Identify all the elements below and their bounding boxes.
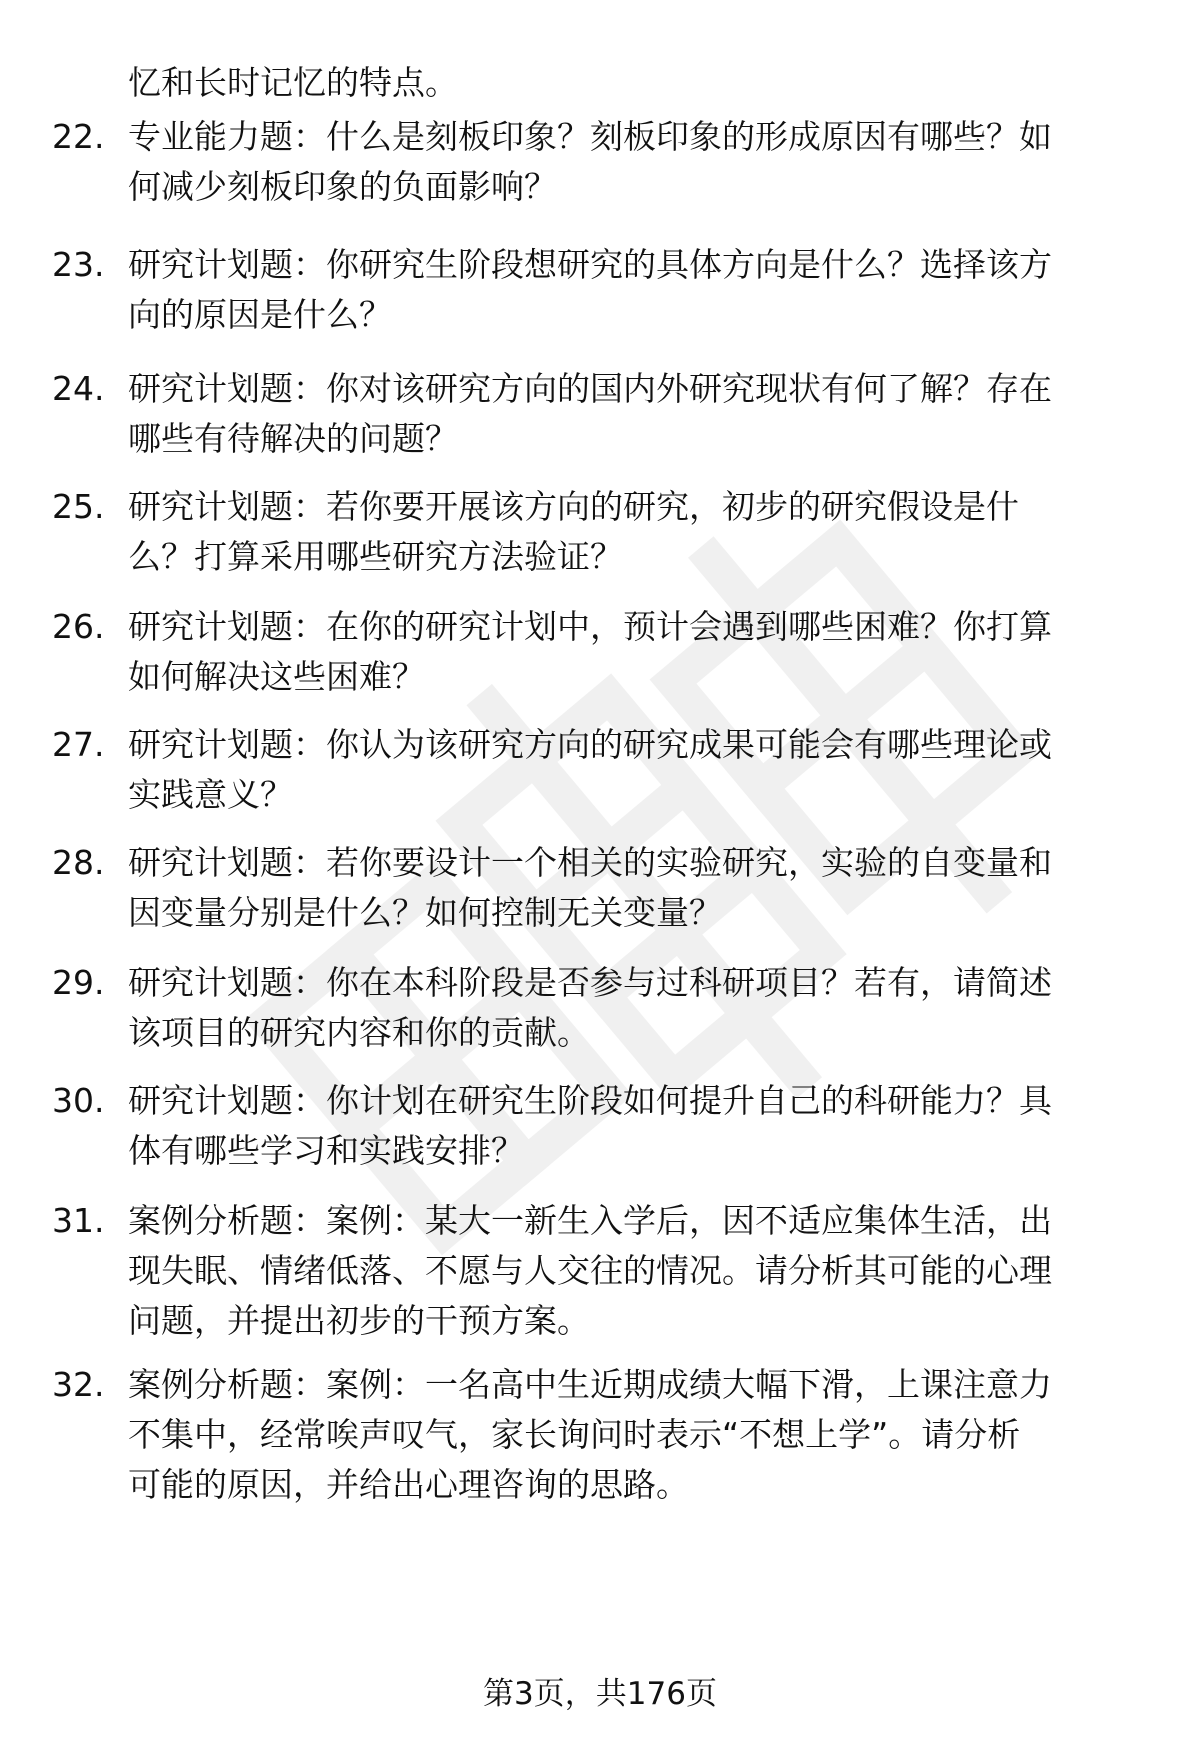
question-text-line: 研究计划题：你认为该研究方向的研究成果可能会有哪些理论或 (128, 725, 1052, 764)
question-text-line: 哪些有待解决的问题？ (128, 419, 458, 458)
question-text (128, 112, 1133, 212)
question-text-line: 么？打算采用哪些研究方法验证？ (128, 537, 623, 576)
question-text-line: 研究计划题：你在本科阶段是否参与过科研项目？若有，请简述 (128, 963, 1052, 1002)
question-text (128, 1196, 1133, 1346)
question-text (128, 602, 1133, 702)
question-text (128, 1076, 1133, 1176)
question-number: 22. (52, 117, 105, 156)
question-text-line: 向的原因是什么？ (128, 295, 392, 334)
question-text-line: 何减少刻板印象的负面影响？ (128, 167, 557, 206)
question-text (128, 838, 1133, 938)
question-text-line: 案例分析题：案例：一名高中生近期成绩大幅下滑，上课注意力 (128, 1365, 1052, 1404)
question-number: 28. (52, 843, 105, 882)
question-text-line: 实践意义？ (128, 775, 293, 814)
question-text (128, 364, 1133, 464)
page-number-footer: 第3页，共176页 (483, 1676, 717, 1712)
question-number: 23. (52, 245, 105, 284)
question-text-line: 可能的原因，并给出心理咨询的思路。 (128, 1465, 689, 1504)
question-number: 24. (52, 369, 105, 408)
question-text (128, 958, 1133, 1058)
question-text-line: 研究计划题：若你要设计一个相关的实验研究，实验的自变量和 (128, 843, 1052, 882)
question-text-line: 研究计划题：你计划在研究生阶段如何提升自己的科研能力？具 (128, 1081, 1052, 1120)
question-number: 29. (52, 963, 105, 1002)
question-text-line: 现失眠、情绪低落、不愿与人交往的情况。请分析其可能的心理 (128, 1251, 1052, 1290)
question-text-line: 案例分析题：案例：某大一新生入学后，因不适应集体生活，出 (128, 1201, 1052, 1240)
question-text-line: 专业能力题：什么是刻板印象？刻板印象的形成原因有哪些？如 (128, 117, 1052, 156)
question-number: 32. (52, 1365, 105, 1404)
question-text (128, 1360, 1133, 1510)
question-text-line: 研究计划题：若你要开展该方向的研究，初步的研究假设是什 (128, 487, 1019, 526)
question-number: 25. (52, 487, 105, 526)
question-number: 31. (52, 1201, 105, 1240)
question-text-line: 问题，并提出初步的干预方案。 (128, 1301, 590, 1340)
question-text-line: 该项目的研究内容和你的贡献。 (128, 1013, 590, 1052)
question-text-line: 体有哪些学习和实践安排？ (128, 1131, 524, 1170)
question-text-line: 不集中，经常唉声叹气，家长询问时表示“不想上学”。请分析 (128, 1415, 1021, 1454)
question-number: 30. (52, 1081, 105, 1120)
question-text-line: 研究计划题：你研究生阶段想研究的具体方向是什么？选择该方 (128, 245, 1052, 284)
question-number: 26. (52, 607, 105, 646)
question-text-line: 研究计划题：你对该研究方向的国内外研究现状有何了解？存在 (128, 369, 1052, 408)
previous-question-continuation: 忆和长时记忆的特点。 (128, 63, 458, 102)
question-text (128, 720, 1133, 820)
question-text (128, 482, 1133, 582)
question-text-line: 因变量分别是什么？如何控制无关变量？ (128, 893, 722, 932)
question-text-line: 研究计划题：在你的研究计划中，预计会遇到哪些困难？你打算 (128, 607, 1052, 646)
question-number: 27. (52, 725, 105, 764)
question-text (128, 240, 1133, 340)
question-text-line: 如何解决这些困难？ (128, 657, 425, 696)
